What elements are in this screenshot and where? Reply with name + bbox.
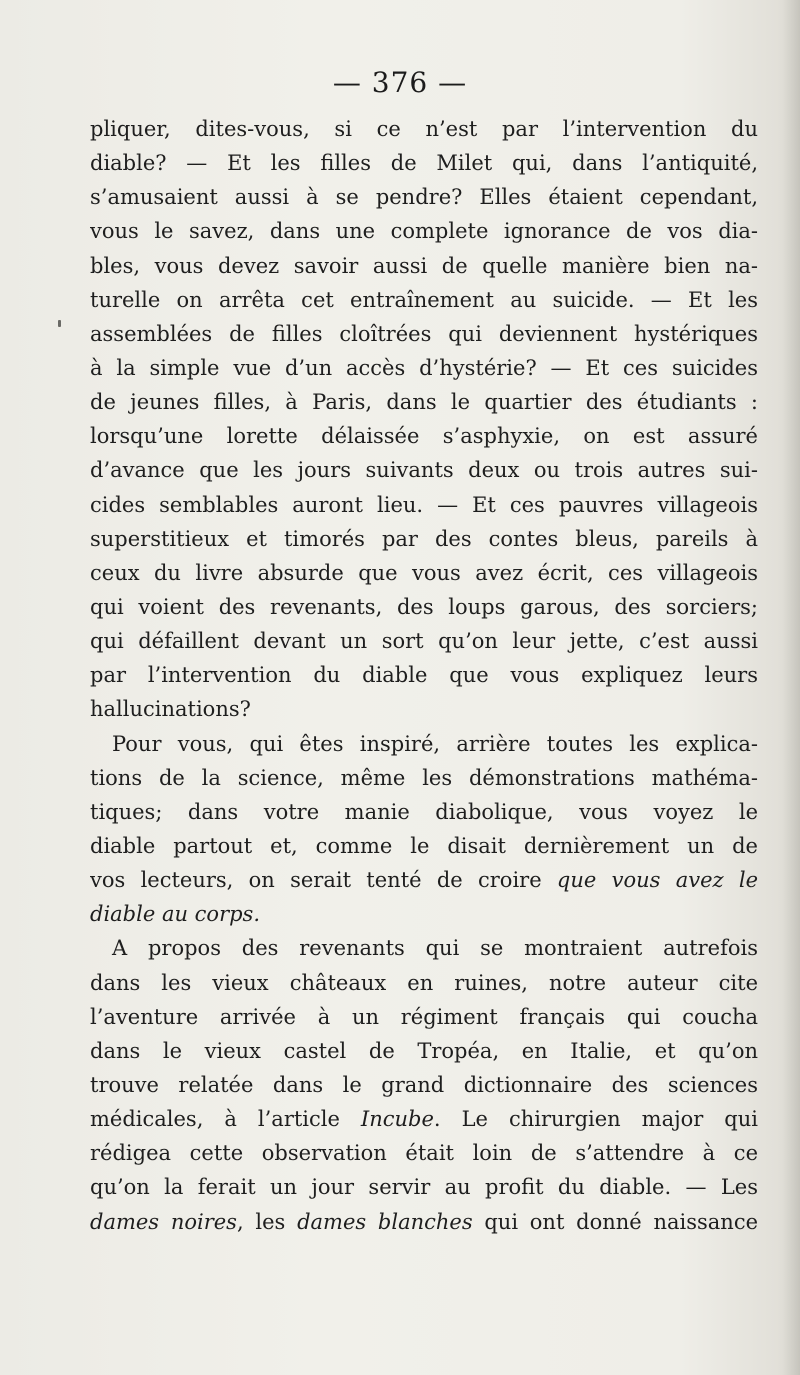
text-line: [90, 1102, 758, 1136]
italic-segment: dames noires: [90, 1209, 237, 1234]
text-line: [90, 897, 758, 931]
italic-segment: Incube: [360, 1107, 434, 1132]
text-line: tions de la science, même les démonstrations mathéma-: [90, 765, 758, 790]
text-line: à la simple vue d’un accès d’hystérie? — Et ces suicides: [90, 355, 758, 380]
text-line: dans le vieux castel de Tropéa, en Italie, et qu’on: [90, 1038, 758, 1063]
text-line: qu’on la ferait un jour servir au profit du diable. — Les: [90, 1175, 758, 1200]
text-line: qui défaillent devant un sort qu’on leur jette, c’est aussi: [90, 629, 758, 654]
text-line: diable? — Et les filles de Milet qui, dans l’antiquité,: [90, 151, 758, 176]
text-line: lorsqu’une lorette délaissée s’asphyxie, on est assuré: [90, 424, 758, 449]
text-line: [90, 1205, 758, 1239]
text-line: [90, 863, 758, 897]
text-line: diable partout et, comme le disait dernièrement un de: [90, 833, 758, 858]
text-line: trouve relatée dans le grand dictionnaire des sciences: [90, 1072, 758, 1097]
text-line: qui voient des revenants, des loups garous, des sorciers;: [90, 594, 758, 619]
italic-segment: diable au corps.: [90, 902, 260, 927]
italic-segment: que vous avez le: [556, 868, 758, 893]
text-line: dans les vieux châteaux en ruines, notre auteur cite: [90, 970, 758, 995]
text-line: Pour vous, qui êtes inspiré, arrière toutes les explica-: [112, 731, 758, 756]
text-segment: qui ont donné naissance: [472, 1209, 758, 1234]
text-line: s’amusaient aussi à se pendre? Elles étaient cependant,: [90, 185, 758, 210]
page-edge-shadow: [782, 0, 800, 1375]
text-line: de jeunes filles, à Paris, dans le quartier des étudiants :: [90, 390, 758, 415]
text-line: ceux du livre absurde que vous avez écrit, ces villageois: [90, 560, 758, 585]
text-line: cides semblables auront lieu. — Et ces pauvres villageois: [90, 492, 758, 517]
text-segment: . Le chirurgien major qui: [433, 1107, 758, 1132]
text-segment: vos lecteurs, on serait tenté de croire: [90, 868, 557, 893]
text-line: d’avance que les jours suivants deux ou trois autres sui-: [90, 458, 758, 483]
text-segment: , les: [236, 1209, 298, 1234]
text-line: l’aventure arrivée à un régiment français qui coucha: [90, 1004, 758, 1029]
page-number: — 376 —: [332, 66, 468, 99]
body-text: [90, 112, 758, 1239]
margin-mark: [58, 320, 61, 327]
text-line: tiques; dans votre manie diabolique, vous voyez le: [90, 799, 758, 824]
text-line: rédigea cette observation était loin de s’attendre à ce: [90, 1141, 758, 1166]
text-line: superstitieux et timorés par des contes bleus, pareils à: [90, 526, 758, 551]
text-line: bles, vous devez savoir aussi de quelle manière bien na-: [90, 253, 758, 278]
italic-segment: dames blanches: [297, 1209, 473, 1234]
text-line: pliquer, dites-vous, si ce n’est par l’intervention du: [90, 117, 758, 141]
text-line: assemblées de filles cloîtrées qui deviennent hystériques: [90, 321, 758, 346]
text-line: A propos des revenants qui se montraient autrefois: [112, 936, 758, 961]
text-line: turelle on arrêta cet entraînement au suicide. — Et les: [90, 287, 758, 312]
text-line: par l’intervention du diable que vous expliquez leurs: [90, 663, 758, 688]
text-line: hallucinations?: [90, 697, 251, 722]
text-line: vous le savez, dans une complete ignorance de vos dia-: [90, 219, 758, 244]
text-segment: médicales, à l’article: [90, 1107, 361, 1132]
